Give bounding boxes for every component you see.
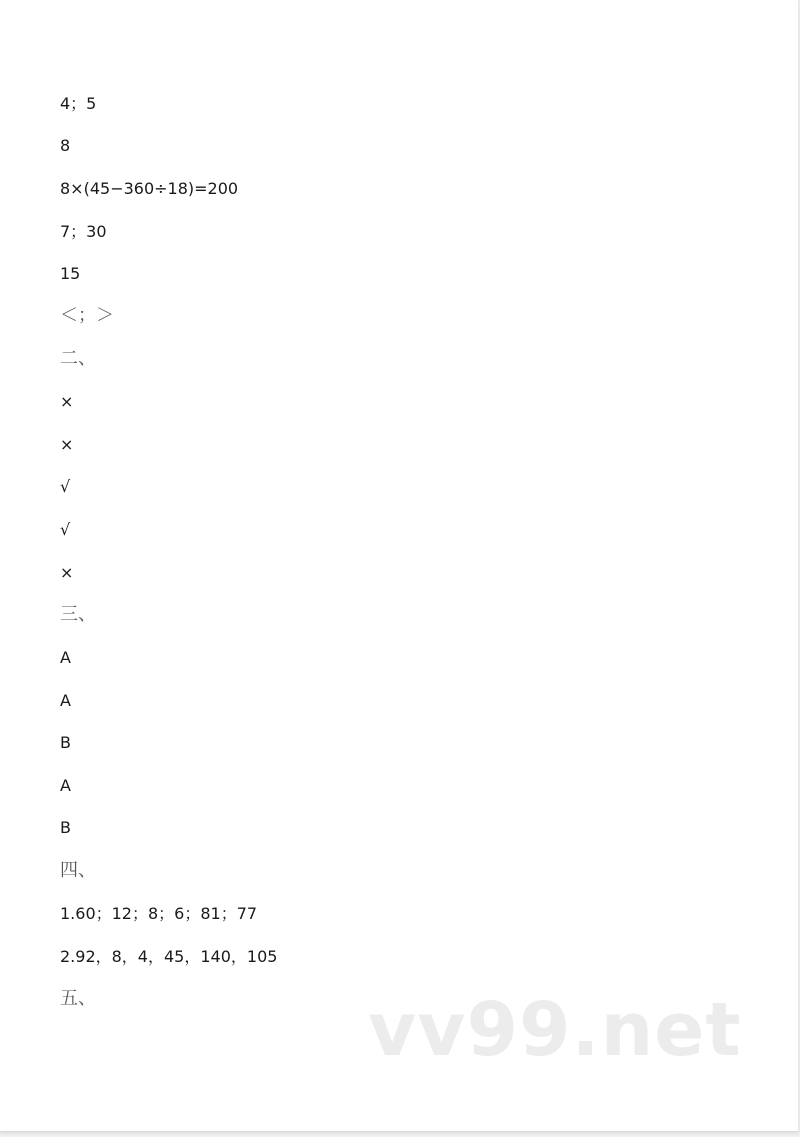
section-heading-2: 二、 (60, 348, 96, 369)
section-heading-4: 四、 (60, 860, 96, 881)
answer-line-2: 8 (60, 136, 71, 155)
true-false-answer-2: × (60, 435, 74, 454)
calculation-answer-1: 1.60；12；8；6；81；77 (60, 904, 258, 923)
answer-line-6: ＜；＞ (60, 305, 114, 326)
choice-answer-3: B (60, 733, 71, 752)
answer-line-1: 4；5 (60, 94, 97, 113)
choice-answer-2: A (60, 691, 71, 710)
choice-answer-1: A (60, 648, 71, 667)
true-false-answer-1: × (60, 392, 74, 411)
true-false-answer-4: √ (60, 520, 71, 539)
watermark: vv99.net (368, 987, 742, 1073)
calculation-answer-2: 2.92，8，4，45，140，105 (60, 947, 278, 966)
true-false-answer-5: × (60, 563, 74, 582)
section-heading-3: 三、 (60, 604, 96, 625)
choice-answer-4: A (60, 776, 71, 795)
section-heading-5: 五、 (60, 988, 96, 1009)
true-false-answer-3: √ (60, 477, 71, 496)
choice-answer-5: B (60, 818, 71, 837)
answer-line-5: 15 (60, 264, 81, 283)
answer-line-4: 7；30 (60, 222, 107, 241)
answer-line-3: 8×(45−360÷18)=200 (60, 179, 239, 198)
